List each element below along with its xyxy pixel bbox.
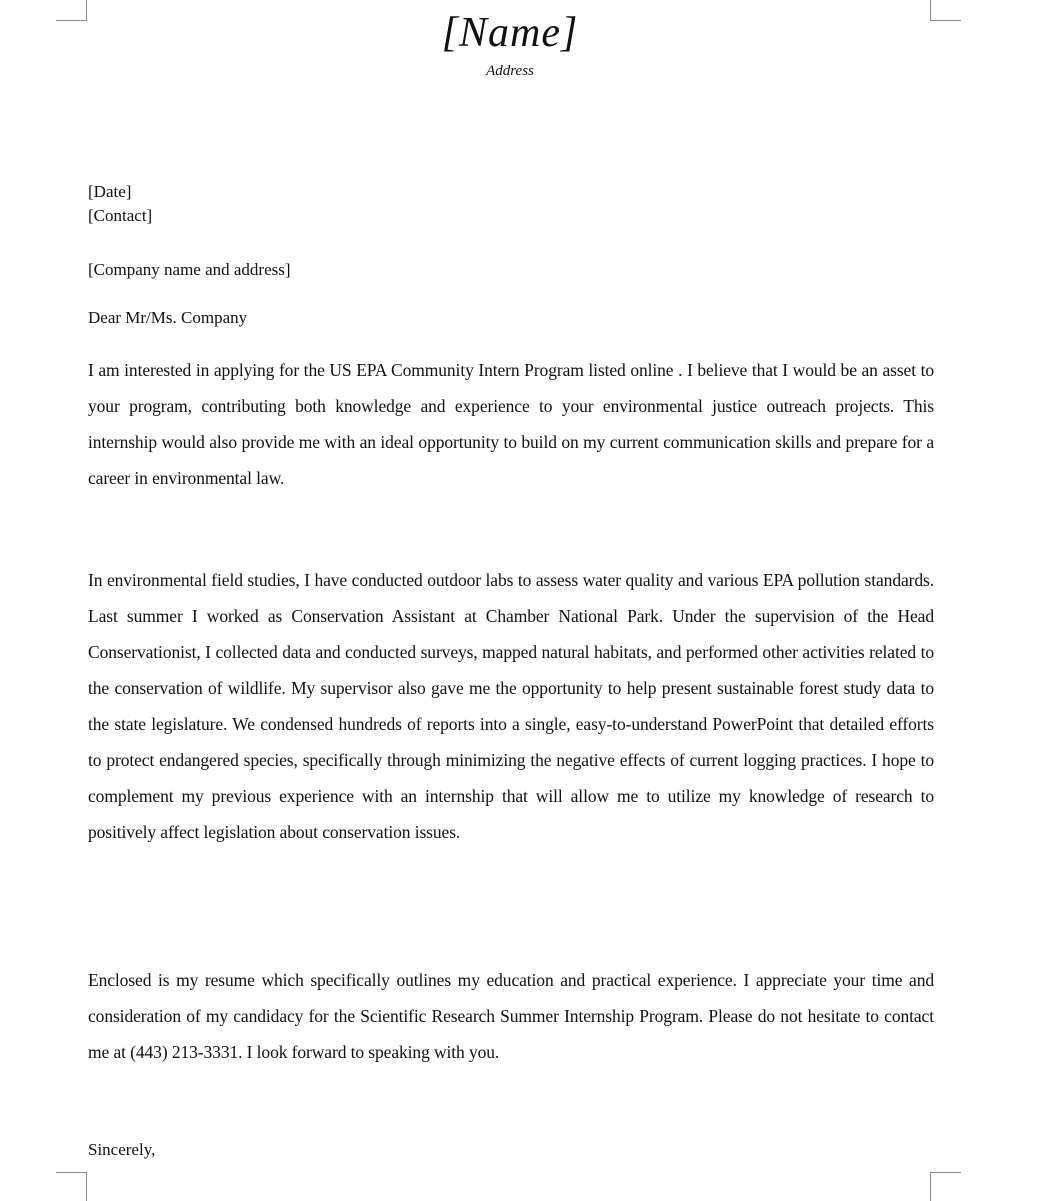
salutation: [88, 306, 934, 330]
company-text: [Company name and address]: [88, 260, 291, 279]
sender-name: [Name]: [441, 10, 579, 56]
sender-address: Address: [486, 63, 534, 79]
recipient-company: [88, 258, 934, 282]
letter-contact: [88, 204, 934, 228]
salutation-text: Dear Mr/Ms. Company: [88, 308, 248, 327]
closing: [88, 1138, 934, 1162]
date-text: [Date]: [88, 182, 132, 201]
crop-mark-bottom-right: [930, 1172, 961, 1201]
letter-date: [88, 180, 934, 204]
crop-mark-bottom-left: [56, 1172, 87, 1201]
contact-text: [Contact]: [88, 206, 153, 225]
body-paragraph-3: Enclosed is my resume which specifically outlines my education and practical experience. I appreciate your time and consideration of my candidacy for the Scientific Research Summer Internship Program. Please do not hesitate to contact me at (443) 213-3331. I look forward to speaking with you.: [88, 970, 934, 1062]
body-paragraph-1: I am interested in applying for the US EPA Community Intern Program listed online . I believe that I would be an asset to your program, contributing both knowledge and experience to your environmental justice outreach projects. This internship would also provide me with an ideal opportunity to build on my current communication skills and prepare for a career in environmental law.: [88, 360, 934, 488]
closing-text: Sincerely,: [88, 1140, 156, 1159]
body-paragraph-2: In environmental field studies, I have conducted outdoor labs to assess water quality and various EPA pollution standards. Last summer I worked as Conservation Assistant at Chamber National Park. Under the supervision of the Head Conservationist, I collected data and conducted surveys, mapped natural habitats, and performed other activities related to the conservation of wildlife. My supervisor also gave me the opportunity to help present sustainable forest study data to the state legislature. We condensed hundreds of reports into a single, easy-to-understand PowerPoint that detailed efforts to protect endangered species, specifically through minimizing the negative effects of current logging practices. I hope to complement my previous experience with an internship that will allow me to utilize my knowledge of research to positively affect legislation about conservation issues.: [88, 570, 934, 842]
